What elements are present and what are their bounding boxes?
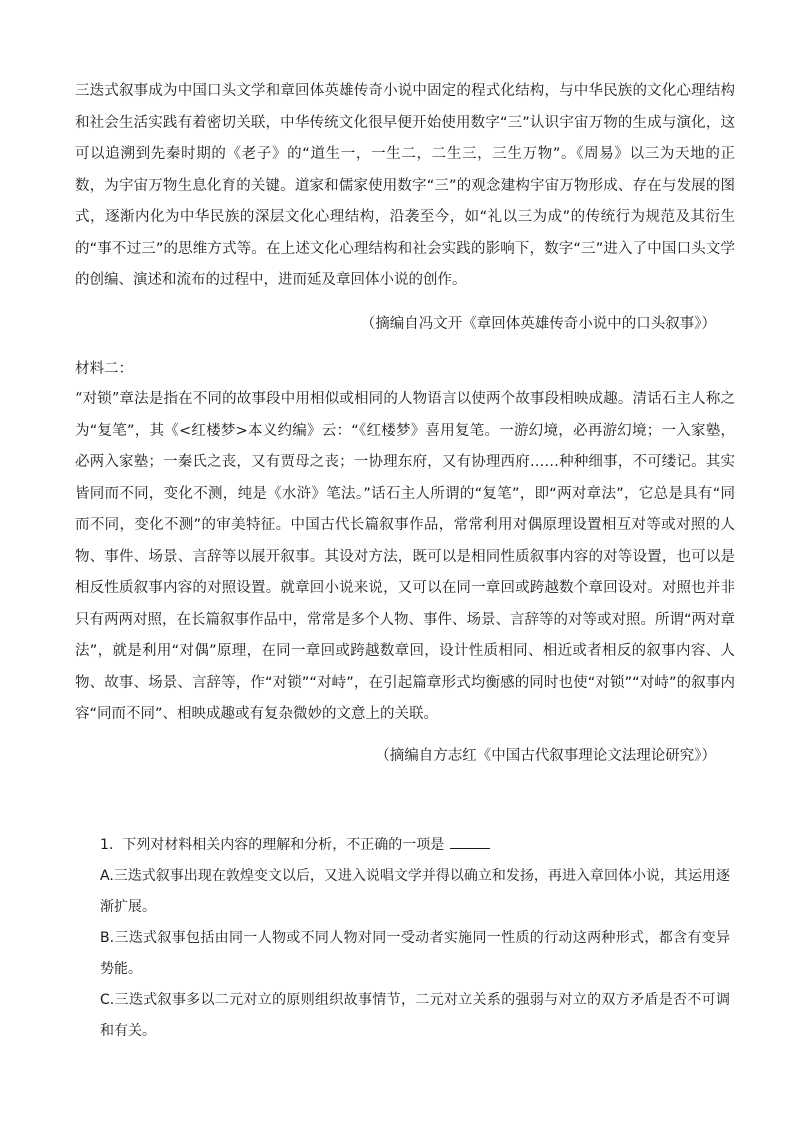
option-b[interactable]: B.三迭式叙事包括由同一人物或不同人物对同一受动者实施同一性质的行动这两种形式，都含有变异势能。	[100, 930, 730, 977]
material-one-source: （摘编自冯文开《章回体英雄传奇小说中的口头叙事》）	[360, 316, 716, 332]
question-text: 下列对材料相关内容的理解和分析，不正确的一项是	[122, 837, 445, 853]
option-c[interactable]: C.三迭式叙事多以二元对立的原则组织故事情节，二元对立关系的强弱与对立的双方矛盾是否不可调和有关。	[100, 992, 730, 1039]
material-two-first-line: “对锁”章法是指在不同的故事段中用相似或相同的人物语言以使两个故事段相映成趣。清话石主人称之	[75, 391, 735, 407]
question-stem	[100, 834, 490, 856]
material-two-rest: 为“复笔”，其《<红楼梦>本义约编》云：“《红楼梦》喜用复笔。一游幻境，必再游幻境；一入家塾，必两入家塾；一秦氏之丧，又有贾母之丧；一协理东府，又有协理西府……种种细事，不可缕记。其实皆同而不同，变化不测，纯是《水浒》笔法。”话石主人所谓的“复笔”，即“两对章法”，它总是具有“同而不同，变化不测”的审美特征。中国古代长篇叙事作品，常常利用对偶原理设置相互对等或对照的人物、事件、场景、言辞等以展开叙事。其设对方法，既可以是相同性质叙事内容的对等设置，也可以是相反性质叙事内容的对照设置。就章回小说来说，又可以在同一章回或跨越数个章回设对。对照也并非只有两两对照，在长篇叙事作品中，常常是多个人物、事件、场景、言辞等的对等或对照。所谓“两对章法”，就是利用“对偶”原理，在同一章回或跨越数章回，设计性质相同、相近或者相反的叙事内容、人物、故事、场景、言辞等，作“对锁”“对峙”，在引起篇章形式均衡感的同时也使“对锁”“对峙”的叙事内容“同而不同”、相映成趣或有复杂微妙的文意上的关联。	[75, 422, 736, 722]
material-two-heading: 材料二：	[75, 361, 133, 377]
material-two-paragraph	[75, 384, 735, 731]
answer-blank[interactable]	[450, 834, 490, 849]
question-number: 1.	[100, 837, 114, 853]
material-two-source: （摘编自方志红《中国古代叙事理论文法理论研究》）	[375, 748, 716, 764]
material-one-paragraph: 三迭式叙事成为中国口头文学和章回体英雄传奇小说中固定的程式化结构，与中华民族的文化心理结构和社会生活实践有着密切关联，中华传统文化很早便开始使用数字“三”认识宇宙万物的生成与演化，这可以追溯到先秦时期的《老子》的“道生一，一生二，二生三，三生万物”。《周易》以三为天地的正数，为宇宙万物生息化育的关键。道家和儒家使用数字“三”的观念建构宇宙万物形成、存在与发展的图式，逐渐内化为中华民族的深层文化心理结构，沿袭至今，如“礼以三为成”的传统行为规范及其衍生的“事不过三”的思维方式等。在上述文化心理结构和社会实践的影响下，数字“三”进入了中国口头文学的创编、演述和流布的过程中，进而延及章回体小说的创作。	[75, 83, 735, 288]
option-a[interactable]: A.三迭式叙事出现在敦煌变文以后，又进入说唱文学并得以确立和发扬，再进入章回体小说，其运用逐渐扩展。	[100, 868, 730, 915]
